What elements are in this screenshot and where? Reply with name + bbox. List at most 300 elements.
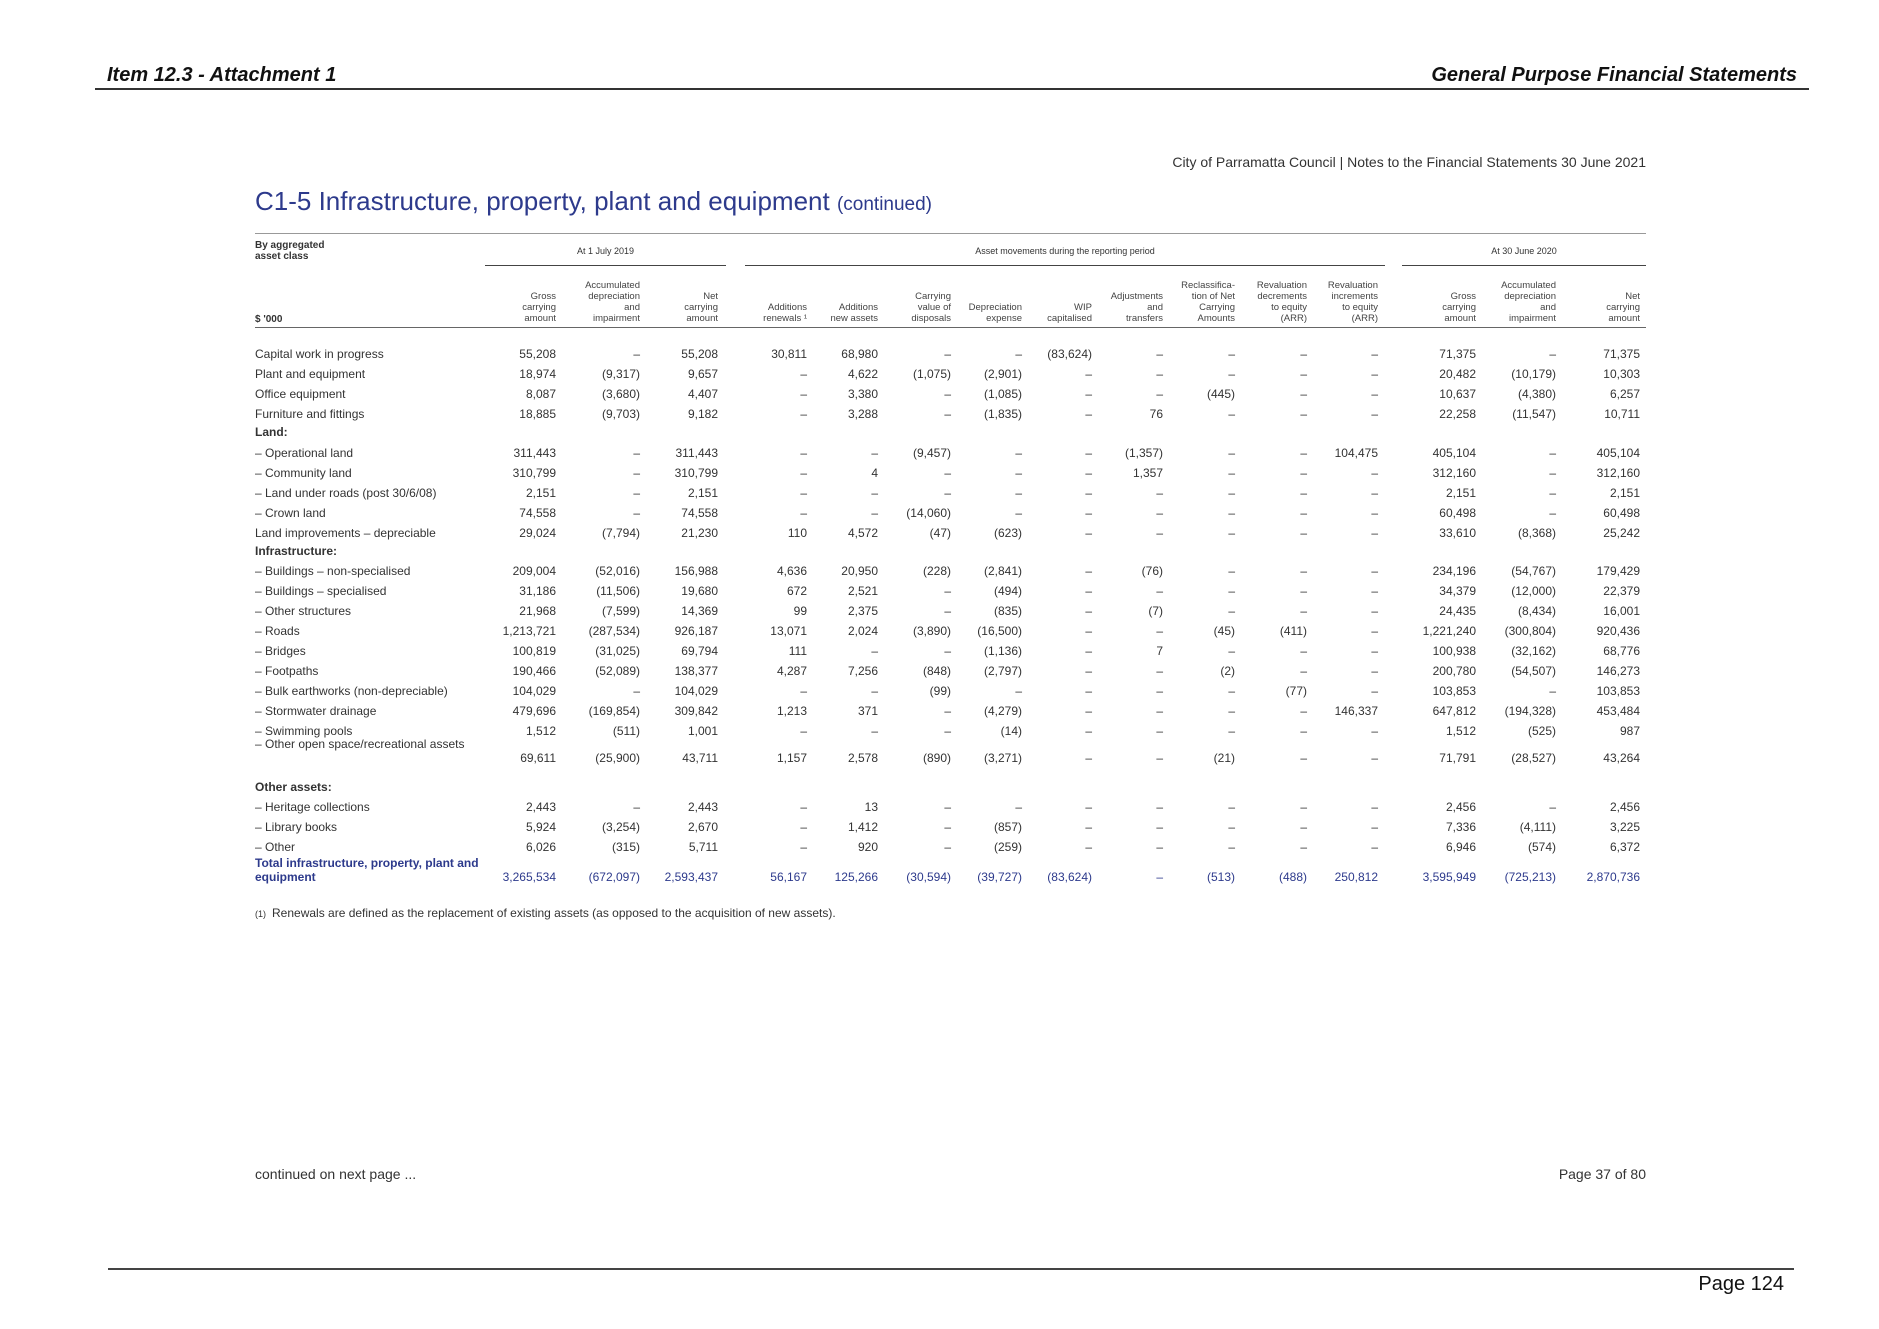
table-cell: (3,271) [983,751,1022,765]
unit-label: $ '000 [255,314,283,325]
table-cell: 3,265,534 [502,870,556,884]
table-cell: 2,593,437 [664,870,718,884]
column-header [628,291,718,324]
column-group-header: At 1 July 2019 [576,246,635,256]
row-label: – Heritage collections [255,800,370,814]
table-cell: (7,794) [601,526,640,540]
table-cell: – [1300,407,1307,421]
table-cell: – [1085,506,1092,520]
table-cell: – [1371,466,1378,480]
table-cell: (623) [993,526,1022,540]
section-title [255,186,932,217]
table-cell: 2,024 [847,624,878,638]
table-cell: (47) [929,526,951,540]
table-cell: 1,412 [847,820,878,834]
table-cell: 7,256 [847,664,878,678]
table-cell: – [944,644,951,658]
column-group-rule [745,265,1385,266]
table-cell: – [1228,800,1235,814]
table-cell: (7,599) [601,604,640,618]
table-cell: 6,026 [525,840,556,854]
table-cell: – [1156,506,1163,520]
table-cell: (494) [993,584,1022,598]
table-cell: 920,436 [1596,624,1640,638]
table-cell: 312,160 [1432,466,1476,480]
column-header-line: Reclassifica- [1181,280,1235,291]
table-cell: – [944,604,951,618]
table-cell: 33,610 [1439,526,1476,540]
table-cell: 103,853 [1432,684,1476,698]
table-cell: – [1156,840,1163,854]
table-cell: 21,968 [519,604,556,618]
table-top-rule [255,233,1646,234]
row-label: – Swimming pools [255,724,353,738]
column-header-line: and [1540,302,1556,313]
column-header-line: decrements [1257,291,1307,302]
table-cell: (513) [1206,870,1235,884]
table-cell: (9,457) [912,446,951,460]
table-cell: (3,890) [912,624,951,638]
table-cell: – [944,584,951,598]
table-cell: 10,711 [1604,407,1640,421]
table-cell: (52,016) [595,564,640,578]
table-cell: 60,498 [1439,506,1476,520]
table-cell: 7 [1156,644,1163,658]
row-label: – Buildings – non-specialised [255,564,411,578]
table-cell: 104,029 [512,684,556,698]
column-header-line: impairment [593,313,640,324]
table-cell: – [1156,387,1163,401]
column-header-line: expense [986,313,1022,324]
table-cell: – [1300,724,1307,738]
table-cell: – [1085,604,1092,618]
table-cell: – [1228,526,1235,540]
table-cell: 647,812 [1432,704,1476,718]
table-cell: 2,151 [525,486,556,500]
table-cell: – [1371,526,1378,540]
table-cell: 312,160 [1596,466,1640,480]
column-header-line: amount [686,313,718,324]
table-cell: – [1085,644,1092,658]
table-cell: – [1549,800,1556,814]
table-cell: (672,097) [588,870,640,884]
table-cell: – [1085,407,1092,421]
column-header-line: Amounts [1197,313,1235,324]
table-cell: 5,711 [688,840,718,854]
table-cell: 43,711 [682,751,718,765]
table-cell: – [1085,624,1092,638]
table-cell: 69,611 [520,751,556,765]
table-cell: – [944,820,951,834]
table-cell: 4,636 [776,564,807,578]
table-cell: 4,622 [847,367,878,381]
table-cell: – [944,407,951,421]
column-header-line: Net [703,291,718,302]
statements-label: General Purpose Financial Statements [1431,64,1797,86]
table-cell: – [1371,644,1378,658]
table-cell: (1,357) [1124,446,1163,460]
table-cell: – [800,840,807,854]
table-cell: 2,870,736 [1586,870,1640,884]
table-cell: – [1371,407,1378,421]
table-cell: 71,375 [1439,347,1476,361]
table-cell: – [1549,506,1556,520]
table-cell: – [1300,704,1307,718]
table-cell: 55,208 [681,347,718,361]
table-cell: – [633,800,640,814]
table-cell: 10,303 [1603,367,1640,381]
table-cell: – [633,446,640,460]
table-cell: – [1300,564,1307,578]
table-cell: – [1228,466,1235,480]
row-label: – Operational land [255,446,354,460]
section-continued: (continued) [836,194,933,215]
column-header [550,280,640,324]
table-cell: – [1156,684,1163,698]
table-cell: 111 [788,644,807,658]
column-header-line: carrying [522,302,556,313]
table-cell: 69,794 [681,644,718,658]
table-cell: 20,950 [841,564,878,578]
table-cell: 31,186 [519,584,556,598]
row-label: – Footpaths [255,664,319,678]
table-cell: 19,680 [681,584,718,598]
table-cell: 311,443 [675,446,718,460]
table-cell: 371 [857,704,878,718]
table-cell: – [1085,466,1092,480]
table-cell: (169,854) [588,704,640,718]
table-cell: – [1228,367,1235,381]
table-cell: 250,812 [1334,870,1378,884]
table-cell: – [1015,347,1022,361]
table-cell: (228) [922,564,951,578]
table-cell: 311,443 [513,446,556,460]
table-cell: 2,375 [847,604,878,618]
table-cell: 9,182 [687,407,718,421]
table-cell: 34,379 [1439,584,1476,598]
table-cell: 2,521 [847,584,878,598]
table-cell: (54,767) [1511,564,1556,578]
table-cell: (10,179) [1511,367,1556,381]
table-cell: 310,799 [512,466,556,480]
table-cell: 3,288 [847,407,878,421]
table-cell: – [1371,724,1378,738]
table-cell: (12,000) [1511,584,1556,598]
row-label: – Crown land [255,506,326,520]
table-cell: 71,375 [1603,347,1640,361]
table-cell: – [1015,466,1022,480]
column-header-line: Gross [530,291,556,302]
table-cell: 55,208 [519,347,556,361]
column-header-line: Depreciation [968,302,1022,313]
stub-header [255,240,324,262]
table-cell: 926,187 [674,624,718,638]
table-cell: 156,988 [674,564,718,578]
table-cell: 20,482 [1439,367,1476,381]
table-cell: – [1228,820,1235,834]
column-header [1466,280,1556,324]
row-label: – Other open space/recreational assets [255,737,465,751]
table-cell: – [1156,704,1163,718]
table-cell: 100,819 [512,644,556,658]
table-cell: (39,727) [977,870,1022,884]
column-header-line: impairment [1509,313,1556,324]
table-cell: (315) [611,840,640,854]
table-cell: – [1085,704,1092,718]
column-header-line: to equity [1271,302,1307,313]
table-cell: 22,258 [1439,407,1476,421]
table-cell: – [1156,347,1163,361]
table-cell: – [944,387,951,401]
table-cell: (1,085) [983,387,1022,401]
column-header-line: Carrying [1199,302,1235,313]
table-cell: 6,257 [1609,387,1640,401]
footnote [255,906,836,920]
table-cell: (194,328) [1504,704,1556,718]
table-cell: 2,670 [687,820,718,834]
table-cell: (857) [993,820,1022,834]
row-label: Plant and equipment [255,367,366,381]
table-cell: – [1228,684,1235,698]
table-cell: – [1015,506,1022,520]
column-header-line: amount [1608,313,1640,324]
column-header [1386,291,1476,324]
table-cell: – [1085,800,1092,814]
doc-header: City of Parramatta Council | Notes to the Financial Statements 30 June 2021 [1172,154,1646,170]
table-cell: – [871,724,878,738]
row-label: – Land under roads (post 30/6/08) [255,486,437,500]
table-cell: 25,242 [1603,526,1640,540]
table-cell: 453,484 [1596,704,1640,718]
table-cell: – [1371,367,1378,381]
column-header-line: to equity [1342,302,1378,313]
table-cell: (525) [1527,724,1556,738]
table-cell: – [1371,624,1378,638]
table-cell: 1,001 [687,724,718,738]
table-cell: (28,527) [1511,751,1556,765]
row-label: Office equipment [255,387,346,401]
table-cell: 21,230 [681,526,718,540]
table-cell: (1,075) [912,367,951,381]
column-header-line: WIP [1074,302,1092,313]
table-cell: – [1156,820,1163,834]
table-cell: 405,104 [1432,446,1476,460]
table-cell: – [1300,486,1307,500]
table-cell: 125,266 [834,870,878,884]
table-cell: – [1300,820,1307,834]
column-header-line: amount [524,313,556,324]
table-cell: – [1085,526,1092,540]
table-cell: – [1156,367,1163,381]
table-cell: 14,369 [681,604,718,618]
table-cell: – [871,644,878,658]
table-cell: (3,680) [601,387,640,401]
column-header-line: value of [917,302,951,313]
table-cell: – [1549,347,1556,361]
table-cell: 2,456 [1609,800,1640,814]
table-cell: – [1085,664,1092,678]
table-cell: 99 [793,604,807,618]
table-cell: – [1085,446,1092,460]
table-cell: – [944,840,951,854]
table-cell: 68,776 [1603,644,1640,658]
table-cell: (30,594) [906,870,951,884]
table-cell: 71,791 [1439,751,1476,765]
column-header-line: depreciation [588,291,640,302]
table-cell: – [1156,724,1163,738]
table-cell: 56,167 [770,870,807,884]
column-header-line: Accumulated [1501,280,1556,291]
table-cell: – [1228,506,1235,520]
table-cell: – [1371,684,1378,698]
column-header-line: Adjustments [1110,291,1163,302]
table-cell: (8,434) [1517,604,1556,618]
row-label: – Community land [255,466,352,480]
table-cell: 6,946 [1445,840,1476,854]
table-cell: (1,136) [983,644,1022,658]
table-cell: – [800,407,807,421]
table-cell: 3,595,949 [1422,870,1476,884]
column-group-header: At 30 June 2020 [1491,246,1557,256]
table-cell: 4 [871,466,878,480]
table-cell: 29,024 [519,526,556,540]
table-cell: 234,196 [1432,564,1476,578]
table-cell: – [1085,564,1092,578]
stub-header-line: asset class [255,251,309,262]
column-header-line: amount [1444,313,1476,324]
table-cell: 30,811 [771,347,807,361]
table-cell: – [1371,751,1378,765]
row-group-heading: Other assets: [255,780,332,794]
table-cell: (16,500) [977,624,1022,638]
row-group-heading: Infrastructure: [255,544,338,558]
row-label: – Buildings – specialised [255,584,387,598]
table-cell: – [1156,624,1163,638]
column-header-line: renewals ¹ [763,313,807,324]
table-cell: – [1228,724,1235,738]
table-cell: 672 [786,584,807,598]
table-cell: – [1300,800,1307,814]
column-header-line: increments [1331,291,1378,302]
table-cell: – [944,724,951,738]
table-cell: – [944,486,951,500]
table-cell: – [800,684,807,698]
table-cell: 920 [857,840,878,854]
table-cell: – [1085,486,1092,500]
table-cell: – [1085,584,1092,598]
table-cell: – [1228,486,1235,500]
table-cell: – [1371,820,1378,834]
table-cell: (25,900) [595,751,640,765]
table-cell: 309,842 [674,704,718,718]
table-cell: – [1300,644,1307,658]
column-header-line: and [1147,302,1163,313]
table-cell: – [944,466,951,480]
table-cell: – [1228,704,1235,718]
row-label: Land improvements – depreciable [255,526,436,540]
table-cell: (21) [1213,751,1235,765]
table-cell: – [1549,684,1556,698]
row-label: – Other structures [255,604,352,618]
row-label: – Other [255,840,296,854]
table-cell: – [633,347,640,361]
column-header-line: Additions [767,302,807,313]
table-cell: (76) [1141,564,1163,578]
table-cell: 987 [1619,724,1640,738]
column-header-line: Accumulated [585,280,640,291]
table-cell: 310,799 [674,466,718,480]
column-group-rule [1402,265,1646,266]
table-cell: (890) [922,751,951,765]
table-cell: 138,377 [674,664,718,678]
table-cell: – [871,446,878,460]
table-cell: 2,151 [1445,486,1476,500]
table-cell: (488) [1278,870,1307,884]
table-cell: – [1300,367,1307,381]
table-cell: – [1371,584,1378,598]
table-cell: – [1156,486,1163,500]
total-row-label: Total infrastructure, property, plant and equipment [255,856,479,884]
table-cell: – [633,486,640,500]
table-cell: 104,029 [674,684,718,698]
table-cell: – [1015,446,1022,460]
table-cell: – [1085,724,1092,738]
table-cell: – [800,367,807,381]
table-cell: 1,221,240 [1422,624,1476,638]
table-cell: (287,534) [588,624,640,638]
table-cell: – [871,506,878,520]
table-cell: – [1156,526,1163,540]
column-header-line: and [624,302,640,313]
table-cell: – [1085,684,1092,698]
table-cell: 146,337 [1334,704,1378,718]
table-cell: (45) [1213,624,1235,638]
page-of-label: Page 37 of 80 [1558,1166,1646,1182]
table-cell: 18,885 [519,407,556,421]
table-cell: (4,111) [1519,820,1556,834]
column-header-line: Carrying [915,291,951,302]
table-cell: (32,162) [1511,644,1556,658]
table-cell: 1,213,721 [502,624,556,638]
table-cell: 16,001 [1603,604,1640,618]
column-header [1288,280,1378,324]
table-cell: – [633,684,640,698]
column-header-line: disposals [911,313,951,324]
table-cell: – [1371,604,1378,618]
table-cell: – [1300,347,1307,361]
table-cell: 76 [1149,407,1163,421]
table-cell: 68,980 [841,347,878,361]
table-cell: 3,225 [1609,820,1640,834]
table-cell: 4,572 [847,526,878,540]
table-cell: – [1300,584,1307,598]
table-cell: – [1085,751,1092,765]
table-cell: (83,624) [1047,870,1092,884]
table-cell: 2,151 [1609,486,1640,500]
column-header-line: (ARR) [1351,313,1378,324]
table-cell: – [1228,446,1235,460]
row-group-heading: Land: [255,425,288,439]
section-title-text: C1-5 Infrastructure, property, plant and equipment [255,186,830,216]
table-cell: 104,475 [1334,446,1378,460]
footnote-text: Renewals are defined as the replacement of existing assets (as opposed to the acquisition of new assets). [272,906,836,920]
table-cell: – [1228,407,1235,421]
table-cell: 103,853 [1596,684,1640,698]
table-cell: 18,974 [519,367,556,381]
table-cell: 179,429 [1596,564,1640,578]
table-cell: 2,456 [1445,800,1476,814]
column-header-line: Revaluation [1327,280,1378,291]
